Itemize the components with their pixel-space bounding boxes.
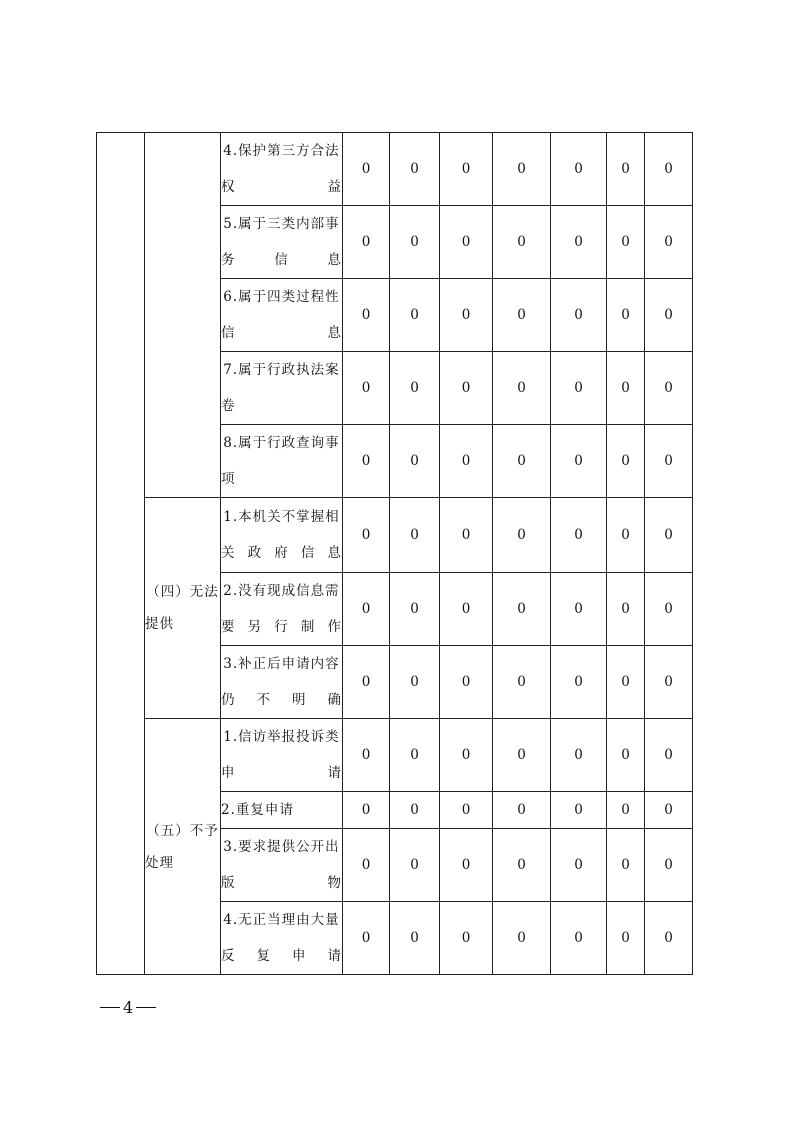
value-cell: 0 [551, 498, 607, 573]
value-cell: 0 [645, 206, 693, 279]
category-cell [97, 133, 145, 975]
value-cell: 0 [343, 902, 390, 975]
value-cell: 0 [390, 902, 440, 975]
value-cell: 0 [607, 498, 645, 573]
row-label: 8.属于行政查询事项 [221, 425, 343, 498]
value-cell: 0 [645, 719, 693, 792]
value-cell: 0 [607, 352, 645, 425]
value-cell: 0 [551, 352, 607, 425]
row-label: 5.属于三类内部事务信息 [221, 206, 343, 279]
value-cell: 0 [645, 133, 693, 206]
value-cell: 0 [390, 719, 440, 792]
value-cell: 0 [343, 646, 390, 719]
value-cell: 0 [645, 573, 693, 646]
value-cell: 0 [645, 425, 693, 498]
value-cell: 0 [343, 279, 390, 352]
value-cell: 0 [390, 792, 440, 829]
footer-dash-left [100, 1007, 120, 1008]
row-label: 6.属于四类过程性信息 [221, 279, 343, 352]
value-cell: 0 [343, 206, 390, 279]
value-cell: 0 [440, 206, 493, 279]
value-cell: 0 [343, 719, 390, 792]
value-cell: 0 [645, 792, 693, 829]
group-cell: （五）不予处理 [145, 719, 221, 975]
value-cell: 0 [607, 646, 645, 719]
value-cell: 0 [440, 719, 493, 792]
value-cell: 0 [440, 573, 493, 646]
value-cell: 0 [645, 829, 693, 902]
value-cell: 0 [645, 352, 693, 425]
row-label: 2.没有现成信息需要另行制作 [221, 573, 343, 646]
value-cell: 0 [493, 352, 551, 425]
value-cell: 0 [440, 829, 493, 902]
row-label: 1.本机关不掌握相关政府信息 [221, 498, 343, 573]
footer-dash-right [136, 1007, 156, 1008]
value-cell: 0 [551, 792, 607, 829]
value-cell: 0 [551, 133, 607, 206]
value-cell: 0 [440, 646, 493, 719]
value-cell: 0 [440, 133, 493, 206]
statistics-table [96, 132, 693, 975]
value-cell: 0 [440, 498, 493, 573]
value-cell: 0 [607, 133, 645, 206]
value-cell: 0 [551, 573, 607, 646]
value-cell: 0 [390, 352, 440, 425]
value-cell: 0 [440, 902, 493, 975]
value-cell: 0 [551, 206, 607, 279]
value-cell: 0 [493, 498, 551, 573]
value-cell: 0 [440, 352, 493, 425]
value-cell: 0 [390, 573, 440, 646]
table-row [97, 719, 693, 792]
value-cell: 0 [607, 792, 645, 829]
value-cell: 0 [440, 425, 493, 498]
value-cell: 0 [493, 573, 551, 646]
value-cell: 0 [607, 573, 645, 646]
value-cell: 0 [343, 498, 390, 573]
value-cell: 0 [390, 206, 440, 279]
value-cell: 0 [440, 279, 493, 352]
value-cell: 0 [607, 902, 645, 975]
value-cell: 0 [493, 133, 551, 206]
value-cell: 0 [493, 206, 551, 279]
table-row [97, 133, 693, 206]
row-label: 2.重复申请 [221, 792, 343, 829]
value-cell: 0 [645, 902, 693, 975]
group-cell [145, 133, 221, 498]
value-cell: 0 [645, 646, 693, 719]
value-cell: 0 [551, 902, 607, 975]
value-cell: 0 [390, 279, 440, 352]
value-cell: 0 [390, 133, 440, 206]
value-cell: 0 [493, 425, 551, 498]
row-label: 4.保护第三方合法权益 [221, 133, 343, 206]
page-footer [100, 998, 156, 1017]
row-label: 1.信访举报投诉类申请 [221, 719, 343, 792]
row-label: 3.补正后申请内容仍不明确 [221, 646, 343, 719]
value-cell: 0 [390, 646, 440, 719]
value-cell: 0 [390, 829, 440, 902]
value-cell: 0 [607, 719, 645, 792]
value-cell: 0 [607, 425, 645, 498]
value-cell: 0 [493, 902, 551, 975]
value-cell: 0 [645, 498, 693, 573]
value-cell: 0 [493, 279, 551, 352]
value-cell: 0 [343, 352, 390, 425]
value-cell: 0 [493, 792, 551, 829]
value-cell: 0 [343, 133, 390, 206]
value-cell: 0 [551, 829, 607, 902]
value-cell: 0 [343, 573, 390, 646]
value-cell: 0 [493, 719, 551, 792]
table-row [97, 498, 693, 573]
value-cell: 0 [390, 498, 440, 573]
value-cell: 0 [343, 425, 390, 498]
value-cell: 0 [343, 792, 390, 829]
value-cell: 0 [493, 646, 551, 719]
value-cell: 0 [343, 829, 390, 902]
value-cell: 0 [551, 646, 607, 719]
value-cell: 0 [607, 279, 645, 352]
row-label: 4.无正当理由大量反复申请 [221, 902, 343, 975]
value-cell: 0 [390, 425, 440, 498]
value-cell: 0 [551, 425, 607, 498]
value-cell: 0 [551, 719, 607, 792]
row-label: 3.要求提供公开出版物 [221, 829, 343, 902]
group-cell: （四）无法提供 [145, 498, 221, 719]
row-label: 7.属于行政执法案卷 [221, 352, 343, 425]
value-cell: 0 [493, 829, 551, 902]
value-cell: 0 [551, 279, 607, 352]
value-cell: 0 [440, 792, 493, 829]
value-cell: 0 [645, 279, 693, 352]
value-cell: 0 [607, 206, 645, 279]
page-number: 4 [123, 998, 134, 1017]
value-cell: 0 [607, 829, 645, 902]
